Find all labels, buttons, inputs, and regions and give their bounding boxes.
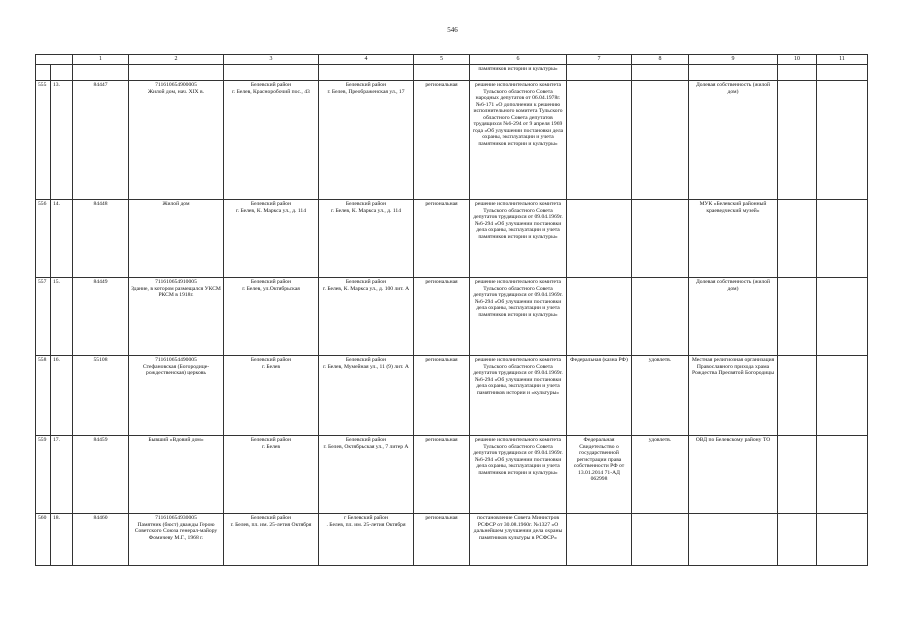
- cell-index: 18.: [51, 514, 73, 566]
- cell-ownership: [567, 200, 632, 278]
- cell-user: МУК «Белевский районный краеведческий музей»: [689, 200, 778, 278]
- cell-legal-basis: решение исполнительного комитета Тульского областного Совета депутатов трудящихся от 09.04.1969г. №6-294 «Об улучшении постановки дела охраны, эксплуатации и учета памятников истории и «культуры»: [470, 356, 567, 436]
- cell-ownership: [567, 81, 632, 200]
- cell-user: [689, 514, 778, 566]
- cell-col10: [778, 514, 817, 566]
- cell-row-number: 558: [36, 356, 51, 436]
- header-cell: [36, 55, 73, 65]
- cell-col10: [778, 356, 817, 436]
- cell-address: Белевский район г. Белев, Мумейная ул., 11 (9) лит. А: [319, 356, 414, 436]
- cell-location: Белевский район г. Белев: [224, 356, 319, 436]
- cell-index: 17.: [51, 436, 73, 514]
- cell-index: 15.: [51, 278, 73, 356]
- header-cell: 2: [129, 55, 224, 65]
- cell-legal-basis: решение исполнительного комитета Тульского областного Совета депутатов трудящихся от 09.04.1969г. №6-294 «Об улучшении постановки дела охраны, эксплуатации и учета памятников истории и культуры»: [470, 278, 567, 356]
- cell-register-id: 84460: [73, 514, 129, 566]
- cell-register-id: 84447: [73, 81, 129, 200]
- cell-register-id: 84449: [73, 278, 129, 356]
- cell-address: г Белевский район . Белев, пл. им. 25-летия Октября: [319, 514, 414, 566]
- cell-ownership: [567, 278, 632, 356]
- header-cell: 4: [319, 55, 414, 65]
- cell-category: региональная: [414, 278, 470, 356]
- cell-legal-basis: постановление Совета Министров РСФСР от 30.08.1960г. №1327 «О дальнейшем улучшении дела охраны памятников культуры в РСФСР»: [470, 514, 567, 566]
- cell-ownership: [567, 514, 632, 566]
- cell-condition: [632, 514, 689, 566]
- header-cell: 5: [414, 55, 470, 65]
- cell-condition: [632, 278, 689, 356]
- table-row: [36, 278, 868, 356]
- cell-user: Долевая собственность (жилой дом): [689, 81, 778, 200]
- cell-legal-basis: памятников истории и культуры»: [470, 65, 567, 81]
- cell-address: Белевский район г. Белев, Октябрьская ул., 7 литер А: [319, 436, 414, 514]
- cell-location: Белевский район г. Белев, Красноробочий пос., 43: [224, 81, 319, 200]
- cell-register-id: 84459: [73, 436, 129, 514]
- cell-legal-basis: решение исполнительного комитета Тульского областного Совета депутатов трудящихся от 09.04.1969г. №6-294 «Об улучшении постановки дела охраны, эксплуатации и учета памятников истории и культуры»: [470, 200, 567, 278]
- cell-user: ОВД по Белевскому району ТО: [689, 436, 778, 514]
- cell-legal-basis: решение исполнительного комитета Тульского областного Совета народных депутатов от 06.04.1978г. №6-171 «О дополнении к решению исполнительного комитета Тульского областного Совета депутатов трудящихся №6-294 от 9 апреля 1969 года «Об улучшении постановки дела охраны, эксплуатации и учета памятников истории и культуры»: [470, 81, 567, 200]
- header-cell: 7: [567, 55, 632, 65]
- cell-index: 13.: [51, 81, 73, 200]
- cell-col11: [817, 81, 868, 200]
- cell-address: Белевский район г. Белев, Преображенская ул., 17: [319, 81, 414, 200]
- cell-index: 16.: [51, 356, 73, 436]
- cell-user: Долевая собственность (жилой дом): [689, 278, 778, 356]
- cell-category: региональная: [414, 200, 470, 278]
- header-cell: 6: [470, 55, 567, 65]
- cell-condition: удовлетв.: [632, 436, 689, 514]
- cell-location: Белевский район г. Белев, пл. им. 25-летия Октября: [224, 514, 319, 566]
- cell-object-name: 711610654900005 Жилой дом, нач. XIX в.: [129, 81, 224, 200]
- continuation-row: [36, 65, 868, 81]
- header-cell: 3: [224, 55, 319, 65]
- header-cell: 1: [73, 55, 129, 65]
- table-row: [36, 81, 868, 200]
- cell-location: Белевский район г. Белев, ул.Октябрьская: [224, 278, 319, 356]
- cell-legal-basis: решение исполнительного комитета Тульского областного Совета депутатов трудящихся от 09.04.1969г. №6-294 «Об улучшении постановки дела охраны, эксплуатации и учета памятников истории и культуры»: [470, 436, 567, 514]
- header-cell: 8: [632, 55, 689, 65]
- cell-col11: [817, 436, 868, 514]
- cell-row-number: 559: [36, 436, 51, 514]
- cell-ownership: Федеральная (казна РФ): [567, 356, 632, 436]
- cell-col11: [817, 200, 868, 278]
- cell-address: Белевский район г. Белев, К. Маркса ул., д. 114: [319, 200, 414, 278]
- table-row: [36, 514, 868, 566]
- column-number-row: [36, 55, 868, 65]
- cell-col10: [778, 200, 817, 278]
- cell-ownership: Федеральная Свидетельство о государственной регистрации права собственности РФ от 13.01.2014 71-АД 062998: [567, 436, 632, 514]
- cell-address: Белевский район г. Белев, К. Маркса ул., д. 100 лит. А: [319, 278, 414, 356]
- header-cell: 10: [778, 55, 817, 65]
- cell-condition: [632, 81, 689, 200]
- cell-col11: [817, 278, 868, 356]
- cell-location: Белевский район г. Белев, К. Маркса ул., д. 114: [224, 200, 319, 278]
- cell-col11: [817, 514, 868, 566]
- cell-category: региональная: [414, 81, 470, 200]
- page-number: 546: [447, 26, 458, 34]
- header-cell: 9: [689, 55, 778, 65]
- cell-category: региональная: [414, 356, 470, 436]
- cell-location: Белевский район г. Белев: [224, 436, 319, 514]
- cell-user: Местная религиозная организация Православного прихода храма Рождества Пресвятой Богородицы: [689, 356, 778, 436]
- cell-col10: [778, 278, 817, 356]
- table-row: [36, 436, 868, 514]
- cell-row-number: 555: [36, 81, 51, 200]
- cell-col10: [778, 436, 817, 514]
- cell-object-name: 711610654490005 Стефановская (Богородице-рождественская) церковь: [129, 356, 224, 436]
- cell-object-name: 711610654930005 Памятник (бюст) дважды Герою Советского Союза генерал-майору Фомичеву М.Г., 1968 г.: [129, 514, 224, 566]
- cell-row-number: 556: [36, 200, 51, 278]
- cell-category: региональная: [414, 514, 470, 566]
- cell-condition: [632, 200, 689, 278]
- cell-register-id: 55108: [73, 356, 129, 436]
- cell-object-name: 711610654910005 Здание, в котором размещался УКСМ РКСМ в 1918г.: [129, 278, 224, 356]
- cell-object-name: Жилой дом: [129, 200, 224, 278]
- cell-object-name: Бывший «Вдовий дом»: [129, 436, 224, 514]
- cell-col10: [778, 81, 817, 200]
- cell-index: 14.: [51, 200, 73, 278]
- cell-row-number: 560: [36, 514, 51, 566]
- cell-register-id: 84448: [73, 200, 129, 278]
- table-row: [36, 356, 868, 436]
- cell-condition: удовлетв.: [632, 356, 689, 436]
- heritage-register-table: [35, 54, 868, 566]
- header-cell: 11: [817, 55, 868, 65]
- cell-row-number: 557: [36, 278, 51, 356]
- cell-category: региональная: [414, 436, 470, 514]
- table-row: [36, 200, 868, 278]
- cell-col11: [817, 356, 868, 436]
